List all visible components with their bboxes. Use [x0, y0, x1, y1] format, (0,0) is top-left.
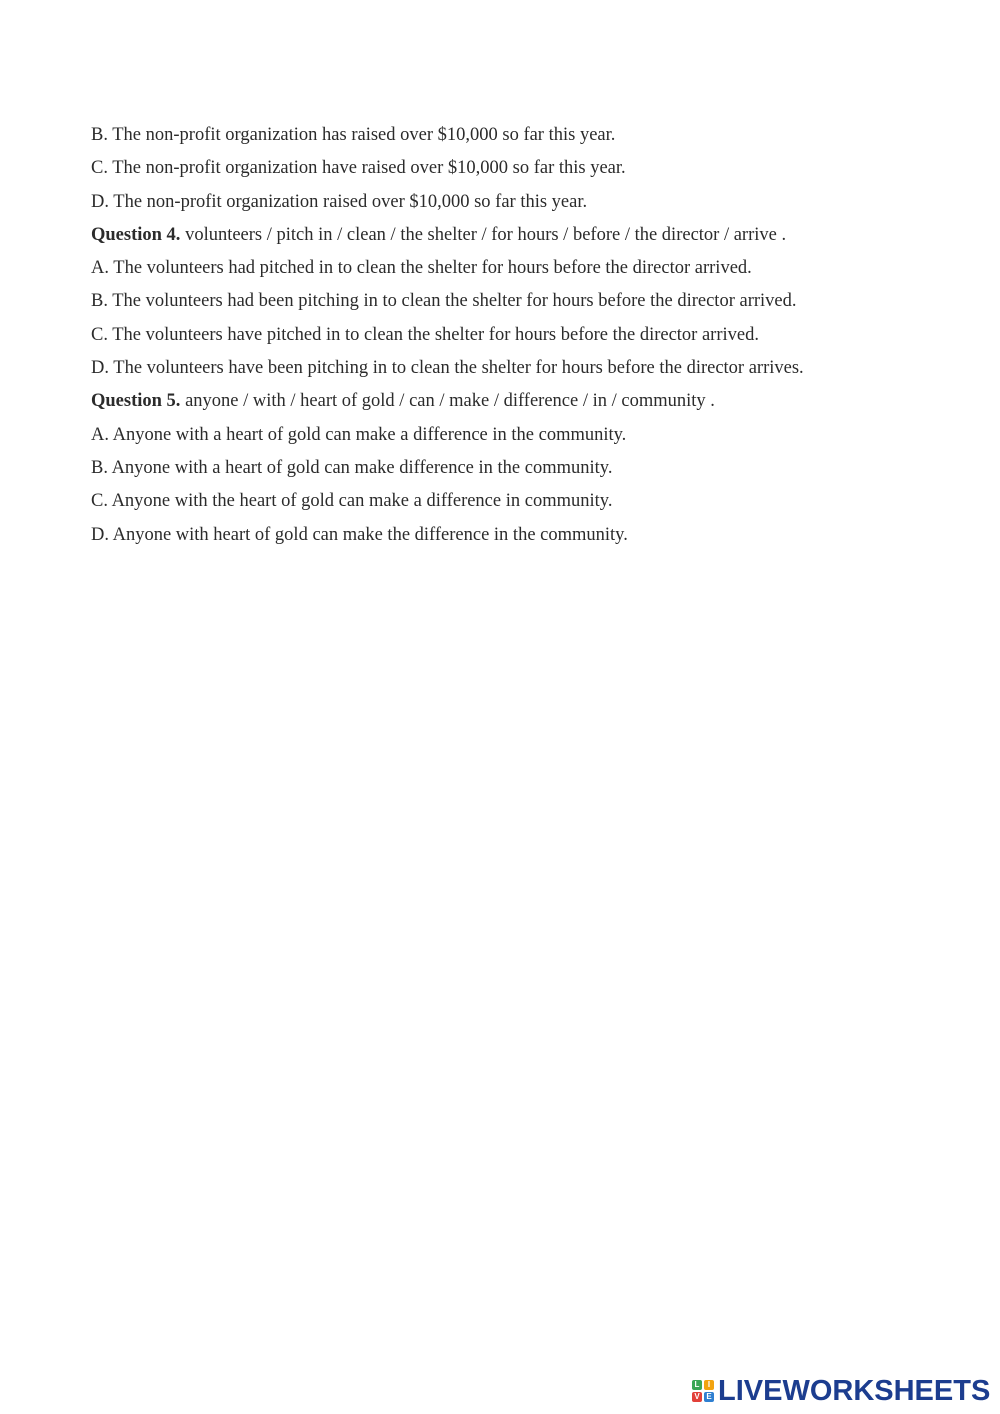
answer-option — [91, 252, 971, 285]
answer-option — [91, 419, 971, 452]
line-text: D. The non-profit organization raised over $10,000 so far this year. — [91, 191, 588, 212]
line-text: C. The non-profit organization have raised over $10,000 so far this year. — [91, 158, 626, 179]
answer-option — [91, 186, 971, 219]
line-text: A. The volunteers had pitched in to clean the shelter for hours before the director arrived. — [91, 258, 752, 279]
answer-option — [91, 119, 971, 152]
liveworksheets-logo-icon — [692, 1380, 714, 1402]
answer-option — [91, 319, 971, 352]
line-text: C. Anyone with the heart of gold can make a difference in community. — [91, 491, 613, 512]
line-text: volunteers / pitch in / clean / the shelter / for hours / before / the director / arrive . — [180, 224, 787, 245]
line-text: anyone / with / heart of gold / can / make / difference / in / community . — [180, 391, 715, 412]
question-prompt — [91, 219, 971, 252]
logo-mark-v: V — [692, 1392, 702, 1402]
answer-option — [91, 285, 971, 318]
line-text: D. The volunteers have been pitching in to clean the shelter for hours before the director arrives. — [91, 358, 804, 379]
line-text: B. The volunteers had been pitching in to clean the shelter for hours before the director arrived. — [91, 291, 797, 312]
logo-text: LIVEWORKSHEETS — [718, 1374, 991, 1407]
line-text: D. Anyone with heart of gold can make the difference in the community. — [91, 524, 628, 545]
line-text: B. The non-profit organization has raised over $10,000 so far this year. — [91, 125, 616, 145]
question-label: Question 5. — [91, 391, 181, 412]
answer-option — [91, 485, 971, 518]
question-label: Question 4. — [91, 224, 181, 245]
liveworksheets-logo — [692, 1374, 990, 1408]
logo-mark-e: E — [704, 1392, 714, 1402]
answer-option — [91, 452, 971, 485]
line-text: A. Anyone with a heart of gold can make a difference in the community. — [91, 424, 627, 445]
answer-option — [91, 152, 971, 185]
answer-option — [91, 519, 971, 552]
question-prompt — [91, 385, 971, 418]
logo-mark-l: L — [692, 1380, 702, 1390]
worksheet-content — [91, 119, 971, 552]
answer-option — [91, 352, 971, 385]
line-text: C. The volunteers have pitched in to clean the shelter for hours before the director arrived. — [91, 324, 759, 345]
line-text: B. Anyone with a heart of gold can make difference in the community. — [91, 457, 613, 478]
logo-mark-i: I — [704, 1380, 714, 1390]
